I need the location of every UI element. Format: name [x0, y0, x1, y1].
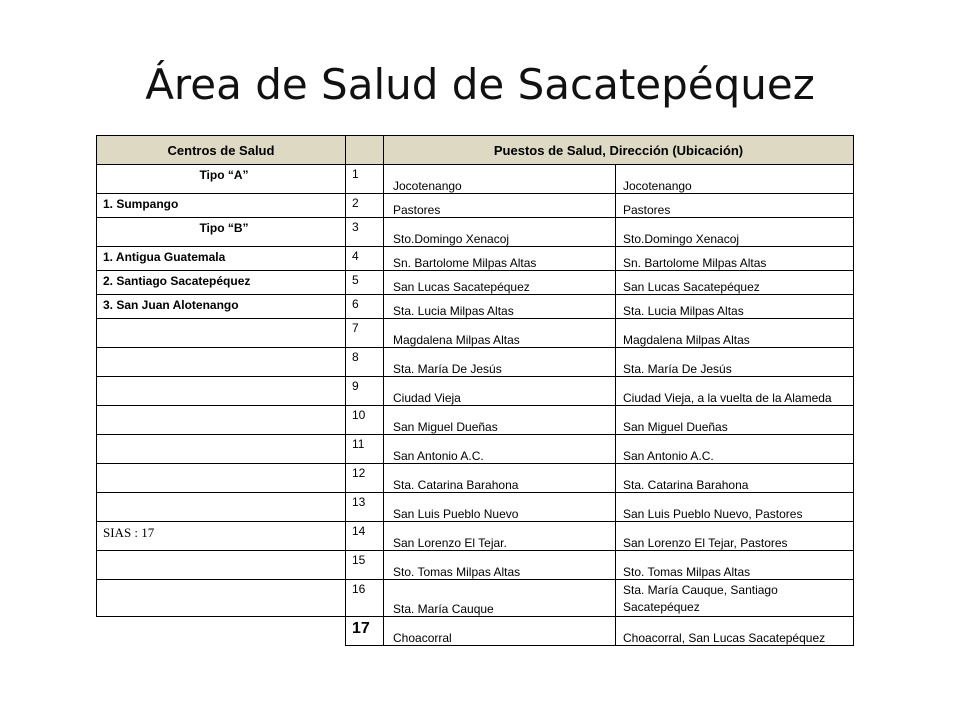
puesto-cell: Sto. Tomas Milpas Altas — [384, 551, 616, 580]
table-header-row — [97, 136, 854, 165]
number-cell: 10 — [346, 406, 384, 435]
puesto-cell: Sn. Bartolome Milpas Altas — [384, 247, 616, 271]
centro-cell — [97, 464, 346, 493]
table-row — [97, 348, 854, 377]
direccion-cell: Choacorral, San Lucas Sacatepéquez — [616, 617, 854, 646]
number-cell: 6 — [346, 295, 384, 319]
centro-cell: SIAS : 17 — [97, 522, 346, 551]
table-row — [97, 295, 854, 319]
puesto-cell: Sta. Lucia Milpas Altas — [384, 295, 616, 319]
table-row — [97, 580, 854, 617]
number-cell: 14 — [346, 522, 384, 551]
table-row — [97, 247, 854, 271]
direccion-cell: Sn. Bartolome Milpas Altas — [616, 247, 854, 271]
centro-cell: 3. San Juan Alotenango — [97, 295, 346, 319]
number-cell: 7 — [346, 319, 384, 348]
table-row — [97, 617, 854, 646]
number-cell: 16 — [346, 580, 384, 617]
puesto-cell: Pastores — [384, 194, 616, 218]
puesto-cell: Sto.Domingo Xenacoj — [384, 218, 616, 247]
table-row — [97, 319, 854, 348]
table-row — [97, 194, 854, 218]
puesto-cell: San Miguel Dueñas — [384, 406, 616, 435]
direccion-cell: San Miguel Dueñas — [616, 406, 854, 435]
puesto-cell: Choacorral — [384, 617, 616, 646]
number-cell: 9 — [346, 377, 384, 406]
number-cell: 11 — [346, 435, 384, 464]
header-centros: Centros de Salud — [97, 136, 346, 165]
number-cell: 3 — [346, 218, 384, 247]
centro-cell: Tipo “B” — [97, 218, 346, 247]
centro-cell — [97, 617, 346, 646]
number-cell: 8 — [346, 348, 384, 377]
puesto-cell: Sta. María De Jesús — [384, 348, 616, 377]
direccion-cell: Magdalena Milpas Altas — [616, 319, 854, 348]
number-cell: 17 — [346, 617, 384, 646]
table-row — [97, 464, 854, 493]
puesto-cell: Sta. María Cauque — [384, 580, 616, 617]
table-row — [97, 435, 854, 464]
health-area-table — [96, 135, 854, 646]
direccion-cell: Sta. Catarina Barahona — [616, 464, 854, 493]
direccion-cell: Ciudad Vieja, a la vuelta de la Alameda — [616, 377, 854, 406]
direccion-cell: Sto.Domingo Xenacoj — [616, 218, 854, 247]
number-cell: 12 — [346, 464, 384, 493]
table-row — [97, 271, 854, 295]
centro-cell — [97, 377, 346, 406]
puesto-cell: Ciudad Vieja — [384, 377, 616, 406]
number-cell: 2 — [346, 194, 384, 218]
direccion-cell: Sto. Tomas Milpas Altas — [616, 551, 854, 580]
table-row — [97, 377, 854, 406]
centro-cell: 1. Sumpango — [97, 194, 346, 218]
puesto-cell: Sta. Catarina Barahona — [384, 464, 616, 493]
direccion-cell: San Luis Pueblo Nuevo, Pastores — [616, 493, 854, 522]
puesto-cell: San Lucas Sacatepéquez — [384, 271, 616, 295]
number-cell: 15 — [346, 551, 384, 580]
puesto-cell: Jocotenango — [384, 165, 616, 194]
direccion-cell: San Lorenzo El Tejar, Pastores — [616, 522, 854, 551]
direccion-cell: Sta. Lucia Milpas Altas — [616, 295, 854, 319]
table-row — [97, 218, 854, 247]
puesto-cell: Magdalena Milpas Altas — [384, 319, 616, 348]
header-puestos: Puestos de Salud, Dirección (Ubicación) — [384, 136, 854, 165]
number-cell: 1 — [346, 165, 384, 194]
table-row — [97, 165, 854, 194]
table-row — [97, 406, 854, 435]
puesto-cell: San Lorenzo El Tejar. — [384, 522, 616, 551]
number-cell: 13 — [346, 493, 384, 522]
centro-cell — [97, 580, 346, 617]
direccion-cell: Sta. María Cauque, Santiago Sacatepéquez — [616, 580, 854, 617]
centro-cell — [97, 319, 346, 348]
number-cell: 5 — [346, 271, 384, 295]
table-row — [97, 493, 854, 522]
puesto-cell: San Antonio A.C. — [384, 435, 616, 464]
centro-cell — [97, 406, 346, 435]
centro-cell — [97, 551, 346, 580]
table-row — [97, 551, 854, 580]
centro-cell — [97, 435, 346, 464]
direccion-cell: San Lucas Sacatepéquez — [616, 271, 854, 295]
centro-cell — [97, 493, 346, 522]
direccion-cell: San Antonio A.C. — [616, 435, 854, 464]
direccion-cell: Jocotenango — [616, 165, 854, 194]
header-number — [346, 136, 384, 165]
centro-cell: 2. Santiago Sacatepéquez — [97, 271, 346, 295]
direccion-cell: Sta. María De Jesús — [616, 348, 854, 377]
direccion-cell: Pastores — [616, 194, 854, 218]
centro-cell: 1. Antigua Guatemala — [97, 247, 346, 271]
number-cell: 4 — [346, 247, 384, 271]
puesto-cell: San Luis Pueblo Nuevo — [384, 493, 616, 522]
page-title: Área de Salud de Sacatepéquez — [145, 60, 815, 109]
centro-cell: Tipo “A” — [97, 165, 346, 194]
centro-cell — [97, 348, 346, 377]
table-row — [97, 522, 854, 551]
